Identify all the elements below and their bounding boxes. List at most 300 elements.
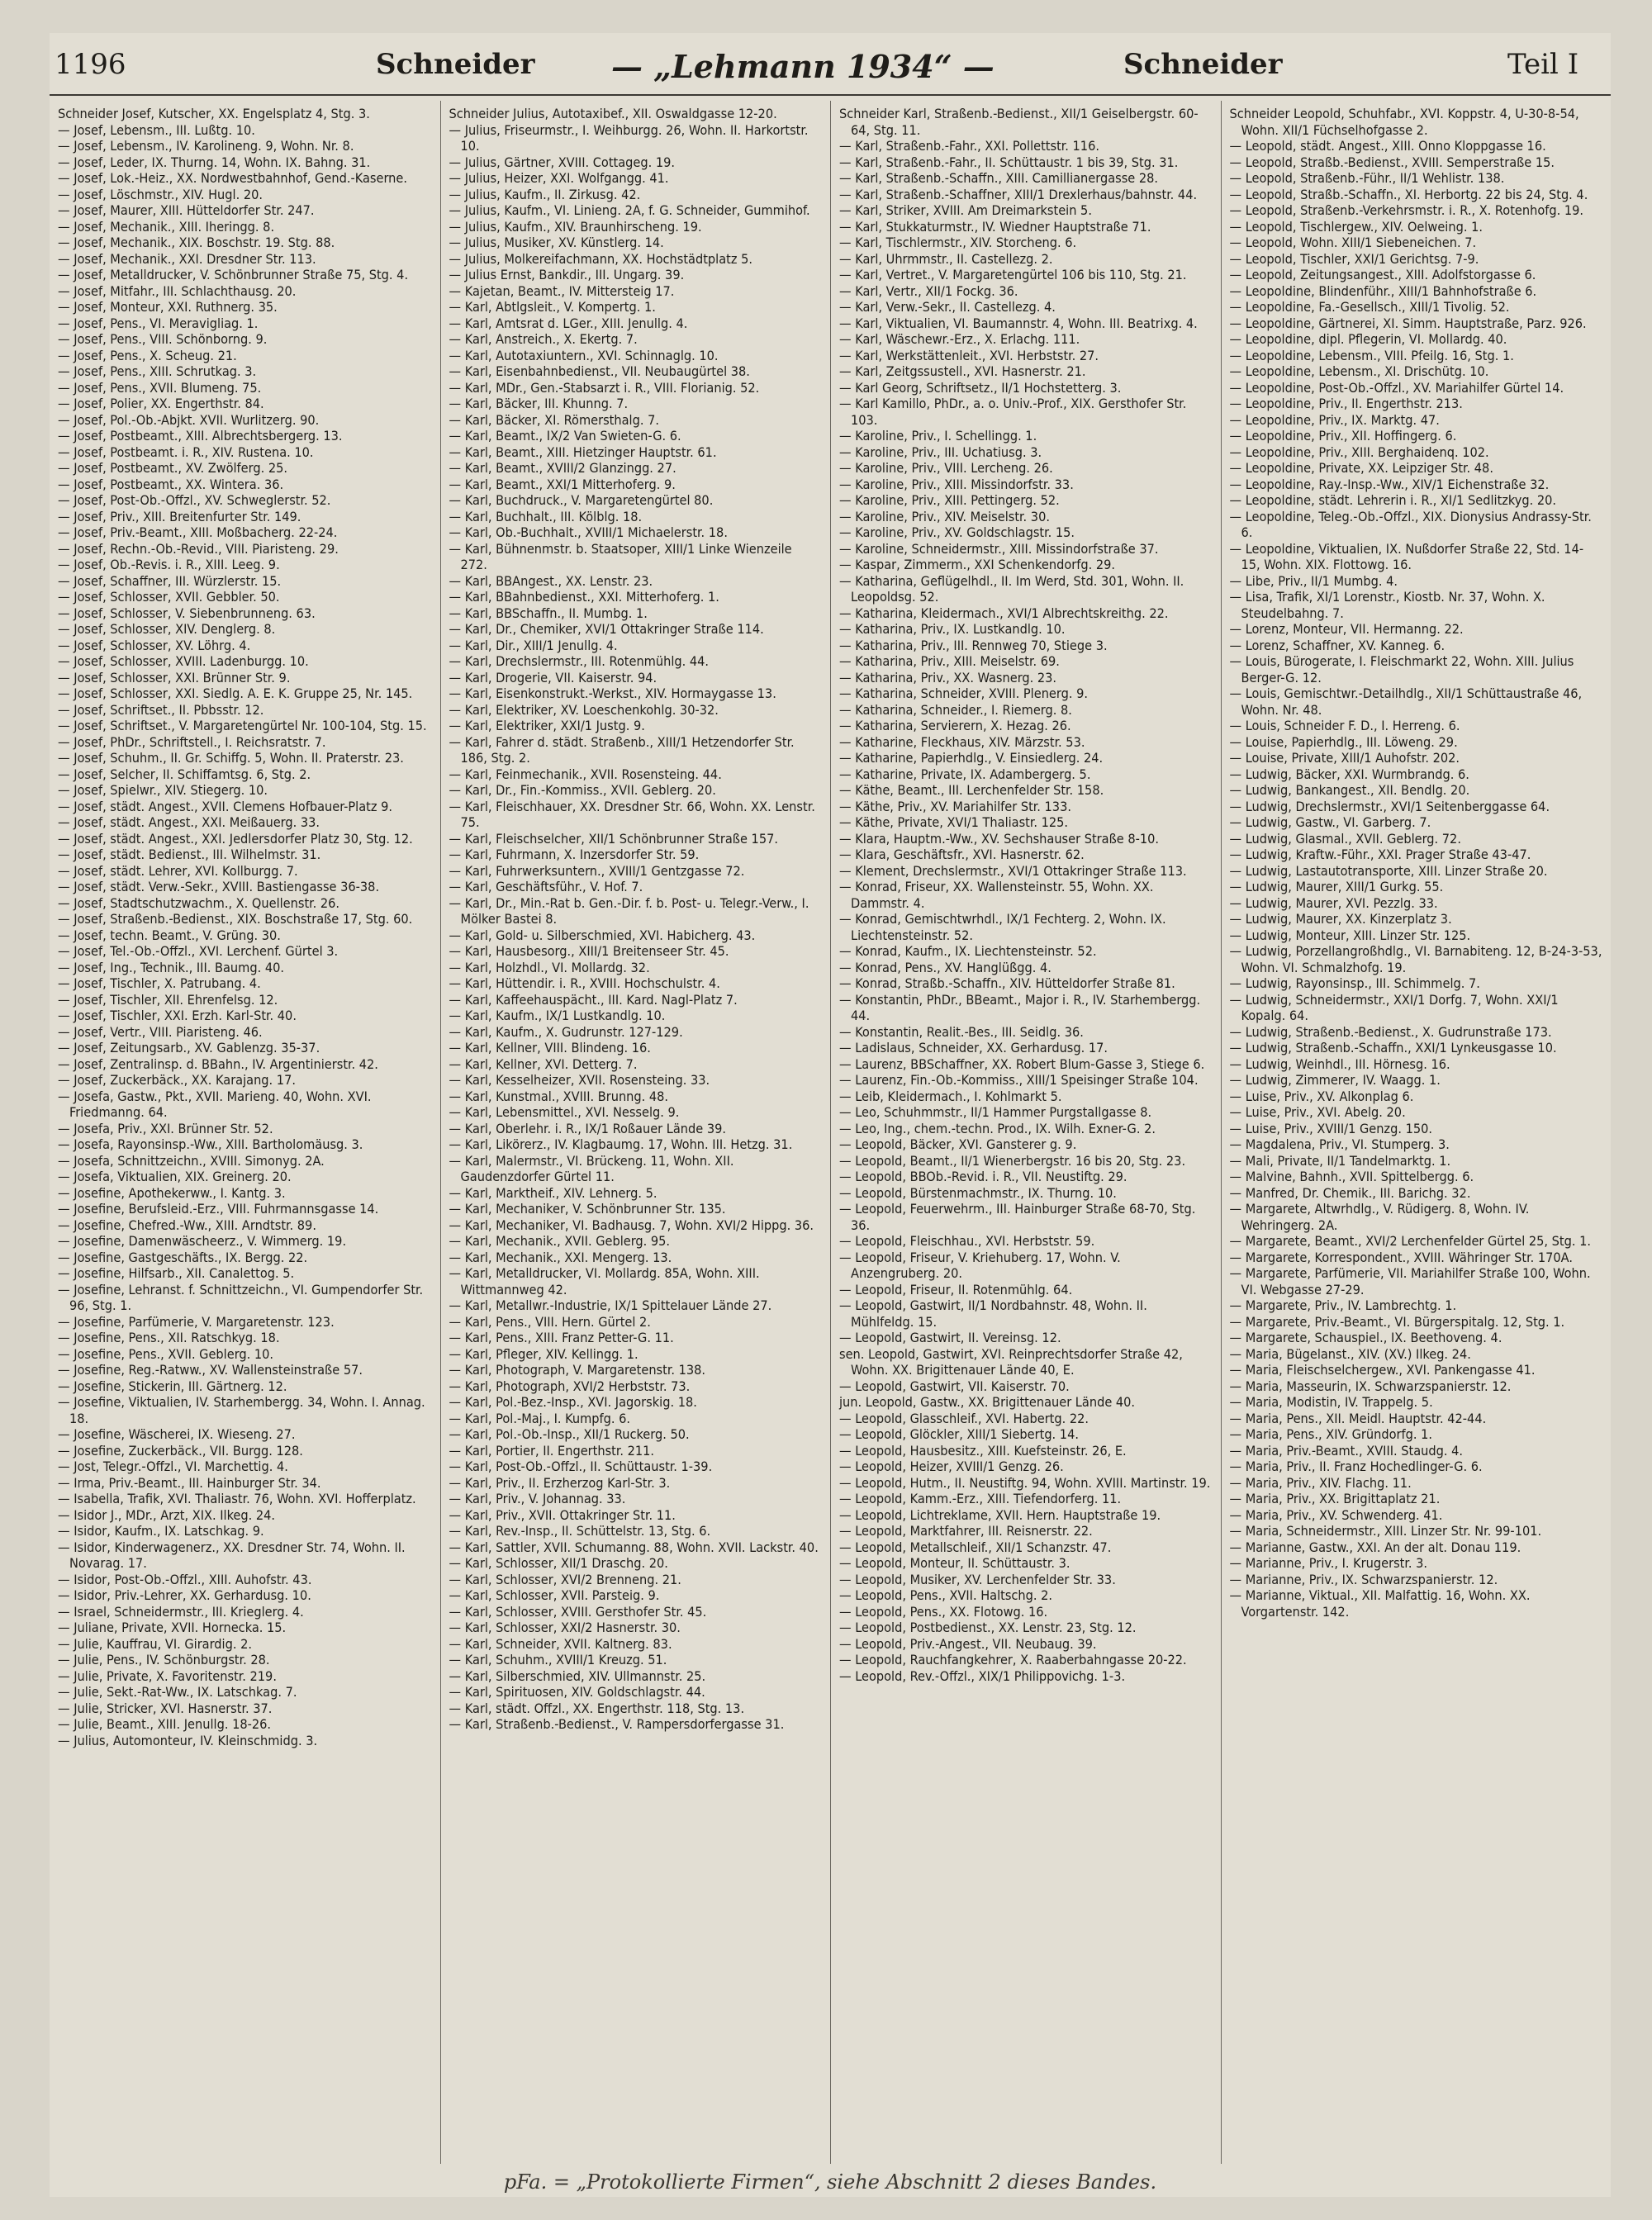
- directory-entry: — Josef, Spielwr., XIV. Stiegerg. 10.: [58, 782, 268, 798]
- directory-entry: — Karl, BBAngest., XX. Lenstr. 23.: [449, 572, 653, 589]
- directory-entry: — Josef, Tel.-Ob.-Offzl., XVI. Lerchenf. Gürtel 3.: [58, 943, 339, 959]
- directory-entry: — Josef, PhDr., Schriftstell., I. Reichsratstr. 7.: [58, 733, 326, 750]
- directory-entry: — Julie, Stricker, XVI. Hasnerstr. 37.: [58, 1700, 273, 1716]
- directory-entry: — Maria, Priv., XIV. Flachg. 11.: [1229, 1474, 1412, 1491]
- directory-entry: — Josef, Mitfahr., III. Schlachthausg. 20.: [58, 282, 297, 299]
- directory-entry: — Karl, Buchdruck., V. Margaretengürtel 80.: [449, 492, 714, 508]
- directory-entry: — Louise, Papierhdlg., III. Löweng. 29.: [1229, 733, 1458, 750]
- directory-entry: — Leopold, Zeitungsangest., XIII. Adolfstorgasse 6.: [1229, 267, 1536, 282]
- directory-entry: — Karl, Autotaxiuntern., XVI. Schinnaglg. 10.: [449, 347, 719, 363]
- directory-entry: — Ludwig, Monteur, XIII. Linzer Str. 125.: [1229, 927, 1471, 943]
- directory-entry: — Kajetan, Beamt., IV. Mittersteig 17.: [449, 282, 675, 299]
- directory-entry: — Karl, Schlosser, XVI/2 Brenneng. 21.: [449, 1571, 681, 1587]
- directory-entry: — Josef, Postbeamt., XIII. Albrechtsbergerg. 13.: [58, 428, 343, 444]
- directory-entry: — Katharina, Priv., XIII. Meiselstr. 69.: [839, 653, 1060, 669]
- directory-entry: — Julius, Friseurmstr., I. Weihburgg. 26, Wohn. II. Harkortstr. 10.: [449, 121, 809, 154]
- directory-entry: — Karl, Kunstmal., XVIII. Brunng. 48.: [449, 1088, 669, 1104]
- footer-note: pFa. = „Protokollierte Firmen“, siehe Abschnitt 2 dieses Bandes.: [503, 2170, 1157, 2194]
- directory-entry: — Karl, Metallwr.-Industrie, IX/1 Spittelauer Lände 27.: [449, 1297, 772, 1313]
- directory-entry: — Isidor, Kaufm., IX. Latschkag. 9.: [58, 1523, 264, 1539]
- directory-entry: — Lisa, Trafik, XI/1 Lorenstr., Kiostb. Nr. 37, Wohn. X. Steudelbahng. 7.: [1229, 589, 1545, 621]
- directory-entry: — Josef, Schlosser, XV. Löhrg. 4.: [58, 637, 251, 653]
- directory-entry: — Karl, Hüttendir. i. R., XVIII. Hochschulstr. 4.: [449, 975, 720, 991]
- directory-entry: — Leopold, Beamt., II/1 Wienerbergstr. 16 bis 20, Stg. 23.: [839, 1152, 1186, 1169]
- directory-entry: — Karl, Dr., Min.-Rat b. Gen.-Dir. f. b. Post- u. Telegr.-Verw., I. Mölker Bastei 8.: [449, 894, 809, 927]
- directory-entry: — Ludwig, Kraftw.-Führ., XXI. Prager Straße 43-47.: [1229, 847, 1531, 862]
- directory-entry: — Josef, Schuhm., II. Gr. Schiffg. 5, Wohn. II. Praterstr. 23.: [58, 750, 404, 766]
- directory-entry: — Josef, Zuckerbäck., XX. Karajang. 17.: [58, 1072, 296, 1088]
- directory-entry: — Karl, Viktualien, VI. Baumannstr. 4, Wohn. III. Beatrixg. 4.: [839, 315, 1198, 331]
- directory-entry: — Leopold, Wohn. XIII/1 Siebeneichen. 7.: [1229, 235, 1477, 250]
- directory-entry: — Leopoldine, Priv., XIII. Berghaidenq. 102.: [1229, 444, 1489, 460]
- directory-entry: — Karl, Pfleger, XIV. Kellingg. 1.: [449, 1345, 638, 1362]
- directory-entry: — Katharina, Geflügelhdl., II. Im Werd, Std. 301, Wohn. II. Leopoldsg. 52.: [839, 572, 1184, 605]
- directory-entry: — Klara, Geschäftsfr., XVI. Hasnerstr. 62.: [839, 847, 1085, 862]
- directory-entry: — Konstantin, Realit.-Bes., III. Seidlg. 36.: [839, 1023, 1084, 1040]
- directory-entry: — Karl, Anstreich., X. Ekertg. 7.: [449, 331, 638, 347]
- directory-entry: — Katharina, Priv., IX. Lustkandlg. 10.: [839, 621, 1066, 637]
- directory-page: [50, 33, 1611, 2197]
- directory-entry: — Konrad, Pens., XV. Hanglüßgg. 4.: [839, 959, 1051, 975]
- directory-entry: — Isabella, Trafik, XVI. Thaliastr. 76, Wohn. XVI. Hofferplatz.: [58, 1491, 416, 1506]
- directory-entry: — Josefa, Viktualien, XIX. Greinerg. 20.: [58, 1169, 292, 1184]
- directory-entry: — Leopold, Straßenb.-Führ., II/1 Wehlistr. 138.: [1229, 170, 1505, 186]
- directory-entry: — Luise, Priv., XVI. Abelg. 20.: [1229, 1104, 1406, 1120]
- directory-entry: — Josef, Zentralinsp. d. BBahn., IV. Argentinierstr. 42.: [58, 1055, 378, 1072]
- directory-entry: — Karl, Kesselheizer, XVII. Rosensteing. 33.: [449, 1072, 710, 1088]
- directory-entry: — Karl, Eisenbahnbedienst., VII. Neubaugürtel 38.: [449, 363, 750, 379]
- directory-entry: — Ludwig, Schneidermstr., XXI/1 Dorfg. 7, Wohn. XXI/1 Kopalg. 64.: [1229, 991, 1559, 1023]
- directory-entry: — Leopoldine, Ray.-Insp.-Ww., XIV/1 Eichenstraße 32.: [1229, 476, 1550, 492]
- page-number: 1196: [55, 48, 126, 81]
- directory-entry: — Karl, Likörerz., IV. Klagbaumg. 17, Wohn. III. Hetzg. 31.: [449, 1136, 793, 1152]
- directory-entry: — Karl, Wäschewr.-Erz., X. Erlachg. 111.: [839, 331, 1080, 347]
- directory-entry: — Karl, Lebensmittel., XVI. Nesselg. 9.: [449, 1104, 680, 1120]
- directory-entry: — Karl, Vertret., V. Margaretengürtel 106 bis 110, Stg. 21.: [839, 267, 1187, 282]
- directory-entry: — Leopold, Gastwirt, VII. Kaiserstr. 70.: [839, 1378, 1070, 1394]
- directory-entry: — Karl, Schlosser, XII/1 Draschg. 20.: [449, 1555, 668, 1571]
- directory-entry: — Ludwig, Glasmal., XVII. Geblerg. 72.: [1229, 830, 1461, 847]
- directory-entry: — Josef, Stadtschutzwachm., X. Quellenstr. 26.: [58, 894, 340, 911]
- directory-entry: — Juliane, Private, XVII. Hornecka. 15.: [58, 1620, 287, 1635]
- directory-entry: — Maria, Fleischselchergew., XVI. Pankengasse 41.: [1229, 1362, 1536, 1378]
- directory-entry: — Karoline, Priv., XV. Goldschlagstr. 15.: [839, 524, 1075, 540]
- directory-entry: — Karl, Dr., Chemiker, XVI/1 Ottakringer Straße 114.: [449, 621, 764, 637]
- directory-entry: — Karl, Rev.-Insp., II. Schüttelstr. 13, Stg. 6.: [449, 1523, 711, 1539]
- directory-entry: — Karl, Schlosser, XVII. Parsteig. 9.: [449, 1587, 660, 1603]
- directory-entry: — Josef, Postbeamt., XX. Wintera. 36.: [58, 476, 284, 492]
- part-label: Teil I: [1507, 48, 1579, 81]
- directory-entry: — Käthe, Private, XVI/1 Thaliastr. 125.: [839, 814, 1069, 830]
- directory-entry: — Leopold, Tischler, XXI/1 Gerichtsg. 7-9.: [1229, 250, 1479, 267]
- directory-entry: — Karl, Portier, II. Engerthstr. 211.: [449, 1442, 655, 1459]
- directory-entry: — Karl, Tischlermstr., XIV. Storcheng. 6.: [839, 235, 1077, 250]
- directory-entry: — Karl, Silberschmied, XIV. Ullmannstr. 25.: [449, 1667, 706, 1684]
- directory-entry: — Israel, Schneidermstr., III. Krieglerg. 4.: [58, 1603, 304, 1620]
- directory-entry: — Karoline, Priv., XIII. Missindorfstr. 33.: [839, 476, 1074, 492]
- directory-entry: — Leopoldine, Private, XX. Leipziger Str. 48.: [1229, 460, 1493, 476]
- directory-entry: — Karl, Holzhdl., VI. Mollardg. 32.: [449, 959, 650, 975]
- directory-entry: — Karl, Stukkaturmstr., IV. Wiedner Hauptstraße 71.: [839, 218, 1151, 235]
- directory-entry: — Josef, Pol.-Ob.-Abjkt. XVII. Wurlitzerg. 90.: [58, 411, 320, 428]
- directory-entry: — Josefine, Berufsleid.-Erz., VIII. Fuhrmannsgasse 14.: [58, 1201, 379, 1217]
- directory-entry: — Karl, Sattler, XVII. Schumanng. 88, Wohn. XVII. Lackstr. 40.: [449, 1539, 819, 1555]
- directory-entry: — Josef, städt. Lehrer, XVI. Kollburgg. 7.: [58, 862, 298, 879]
- directory-entry: — Katharine, Papierhdlg., V. Einsiedlerg. 24.: [839, 750, 1104, 766]
- directory-entry: — Isidor, Kinderwagenerz., XX. Dresdner Str. 74, Wohn. II. Novarag. 17.: [58, 1539, 406, 1571]
- directory-entry: — Karl, Dr., Fin.-Kommiss., XVII. Geblerg. 20.: [449, 782, 716, 798]
- directory-entry: — Karl, Priv., V. Johannag. 33.: [449, 1491, 626, 1506]
- directory-entry: — Mali, Private, II/1 Tandelmarktg. 1.: [1229, 1152, 1451, 1169]
- directory-entry: — Maria, Pens., XII. Meidl. Hauptstr. 42-44.: [1229, 1410, 1487, 1426]
- directory-entry: — Kaspar, Zimmerm., XXI Schenkendorfg. 29.: [839, 557, 1115, 572]
- directory-entry: — Isidor J., MDr., Arzt, XIX. Ilkeg. 24.: [58, 1506, 276, 1523]
- directory-entry: — Karl, Priv., XVII. Ottakringer Str. 11.: [449, 1506, 676, 1523]
- directory-entry: — Josefine, Zuckerbäck., VII. Burgg. 128.: [58, 1442, 303, 1459]
- directory-entry: — Jost, Telegr.-Offzl., VI. Marchettig. 4.: [58, 1459, 288, 1474]
- directory-entry: — Karl, Fuhrmann, X. Inzersdorfer Str. 59.: [449, 847, 700, 862]
- directory-entry: — Leopold, Gastwirt, II. Vereinsg. 12.: [839, 1330, 1061, 1345]
- directory-entry: — Karl, Straßenb.-Bedienst., V. Rampersdorfergasse 31.: [449, 1716, 785, 1732]
- directory-entry: — Karl, Fuhrwerksuntern., XVIII/1 Gentzgasse 72.: [449, 862, 745, 879]
- directory-entry: — Maria, Priv., XX. Brigittaplatz 21.: [1229, 1491, 1441, 1506]
- directory-entry: — Klement, Drechslermstr., XVI/1 Ottakringer Straße 113.: [839, 862, 1187, 879]
- directory-entry: — Josef, Ob.-Revis. i. R., XIII. Leeg. 9.: [58, 557, 280, 572]
- directory-entry: — Leopold, Pens., XVII. Haltschg. 2.: [839, 1587, 1053, 1603]
- directory-entry: — Julius, Automonteur, IV. Kleinschmidg. 3.: [58, 1732, 318, 1748]
- directory-entry: — Maria, Priv., XV. Schwenderg. 41.: [1229, 1506, 1443, 1523]
- directory-entry: — Margarete, Priv.-Beamt., VI. Bürgerspitalg. 12, Stg. 1.: [1229, 1313, 1565, 1330]
- directory-entry: — Karl, Fahrer d. städt. Straßenb., XIII/1 Hetzendorfer Str. 186, Stg. 2.: [449, 733, 795, 766]
- directory-entry: — Isidor, Post-Ob.-Offzl., XIII. Auhofstr. 43.: [58, 1571, 312, 1587]
- directory-entry: — Josef, Schriftset., II. Pbbsstr. 12.: [58, 701, 264, 718]
- directory-entry: — Josef, Schlosser, XVII. Gebbler. 50.: [58, 589, 280, 605]
- directory-entry: — Leopold, BBOb.-Revid. i. R., VII. Neustiftg. 29.: [839, 1169, 1127, 1184]
- directory-entry: — Julie, Pens., IV. Schönburgstr. 28.: [58, 1652, 270, 1667]
- directory-entry: — Josef, städt. Angest., XVII. Clemens Hofbauer-Platz 9.: [58, 798, 393, 814]
- directory-entry: — Ludwig, Straßenb.-Schaffn., XXI/1 Lynkeusgasse 10.: [1229, 1040, 1557, 1055]
- directory-entry: — Leopold, Glöckler, XIII/1 Siebertg. 14.: [839, 1426, 1079, 1442]
- directory-entry: — Karl, Gold- u. Silberschmied, XVI. Habicherg. 43.: [449, 927, 756, 943]
- directory-entry: — Karl, Beamt., IX/2 Van Swieten-G. 6.: [449, 428, 681, 444]
- directory-entry: — Josef, Ing., Technik., III. Baumg. 40.: [58, 959, 284, 975]
- directory-entry: — Leopold, Musiker, XV. Lerchenfelder Str. 33.: [839, 1571, 1116, 1587]
- directory-entry: — Luise, Priv., XV. Alkonplag 6.: [1229, 1088, 1414, 1104]
- directory-entry: — Karl, Pol.-Ob.-Insp., XII/1 Ruckerg. 50.: [449, 1426, 690, 1442]
- directory-entry: Schneider Leopold, Schuhfabr., XVI. Koppstr. 4, U-30-8-54, Wohn. XII/1 Füchselhofgasse 2.: [1229, 106, 1579, 138]
- directory-entry: — Josefine, Stickerin, III. Gärtnerg. 12.: [58, 1378, 287, 1394]
- directory-entry: — Karl, Beamt., XXI/1 Mitterhoferg. 9.: [449, 476, 676, 492]
- directory-entry: — Maria, Masseurin, IX. Schwarzspanierstr. 12.: [1229, 1378, 1512, 1394]
- directory-entry: — Karl, Kaffeehauspächt., III. Kard. Nagl-Platz 7.: [449, 991, 738, 1008]
- directory-entry: — Karl, Vertr., XII/1 Fockg. 36.: [839, 282, 1018, 299]
- directory-entry: — Josef, Pens., XVII. Blumeng. 75.: [58, 379, 262, 396]
- directory-entry: — Leopoldine, dipl. Pflegerin, VI. Mollardg. 40.: [1229, 331, 1507, 347]
- directory-entry: — Karl, Verw.-Sekr., II. Castellezg. 4.: [839, 299, 1056, 315]
- directory-entry: — Ludwig, Weinhdl., III. Hörnesg. 16.: [1229, 1055, 1450, 1072]
- directory-entry: — Leopold, Friseur, II. Rotenmühlg. 64.: [839, 1281, 1073, 1297]
- directory-entry: — Karoline, Schneidermstr., XIII. Missindorfstraße 37.: [839, 540, 1159, 557]
- directory-entry: — Josefine, Apothekerww., I. Kantg. 3.: [58, 1184, 286, 1201]
- directory-entry: — Josefine, Damenwäscheerz., V. Wimmerg. 19.: [58, 1233, 347, 1249]
- directory-entry: — Karl, Mechaniker, VI. Badhausg. 7, Wohn. XVI/2 Hippg. 36.: [449, 1217, 814, 1233]
- directory-entry: — Josefine, Lehranst. f. Schnittzeichn., VI. Gumpendorfer Str. 96, Stg. 1.: [58, 1281, 424, 1313]
- directory-entry: — Julius, Kaufm., II. Zirkusg. 42.: [449, 186, 641, 202]
- directory-entry: — Ladislaus, Schneider, XX. Gerhardusg. 17.: [839, 1040, 1108, 1055]
- directory-entry: — Leopold, Hutm., II. Neustiftg. 94, Wohn. XVIII. Martinstr. 19.: [839, 1474, 1211, 1491]
- directory-entry: — Leopold, Fleischhau., XVI. Herbststr. 59.: [839, 1233, 1095, 1249]
- directory-entry: — Josef, Lebensm., III. Lußtg. 10.: [58, 121, 255, 138]
- directory-entry: — Luise, Priv., XVIII/1 Genzg. 150.: [1229, 1120, 1432, 1136]
- directory-entry: — Karl, Schlosser, XXI/2 Hasnerstr. 30.: [449, 1620, 681, 1635]
- directory-entry: — Leopold, Gastwirt, II/1 Nordbahnstr. 48, Wohn. II. Mühlfeldg. 15.: [839, 1297, 1147, 1330]
- directory-entry: — Leopold, städt. Angest., XIII. Onno Kloppgasse 16.: [1229, 138, 1546, 154]
- directory-entry: — Karl, Photograph, XVI/2 Herbststr. 73.: [449, 1378, 691, 1394]
- directory-entry: — Karl, Fleischhauer, XX. Dresdner Str. 66, Wohn. XX. Lenstr. 75.: [449, 798, 815, 830]
- directory-entry: — Leopold, Priv.-Angest., VII. Neubaug. 39.: [839, 1635, 1097, 1652]
- directory-entry: — Karl, Mechanik., XXI. Mengerg. 13.: [449, 1249, 672, 1265]
- directory-entry: — Margarete, Altwrhdlg., V. Rüdigerg. 8, Wohn. IV. Wehringerg. 2A.: [1229, 1201, 1530, 1233]
- directory-entry: — Käthe, Priv., XV. Mariahilfer Str. 133.: [839, 798, 1071, 814]
- directory-entry: — Maria, Pens., XIV. Gründorfg. 1.: [1229, 1426, 1433, 1442]
- directory-entry: — Josef, Pens., XIII. Schrutkag. 3.: [58, 363, 257, 379]
- directory-entry: — Josef, Postbeamt., XV. Zwölferg. 25.: [58, 460, 287, 476]
- directory-entry: — Josef, Pens., X. Scheug. 21.: [58, 347, 237, 363]
- directory-entry: — Josef, Schlosser, XVIII. Ladenburgg. 10.: [58, 653, 309, 669]
- directory-entry: — Karl, Post-Ob.-Offzl., II. Schüttaustr. 1-39.: [449, 1459, 713, 1474]
- directory-entry: — Leopold, Bürstenmachmstr., IX. Thurng. 10.: [839, 1184, 1117, 1201]
- directory-entry: — Leopold, Rev.-Offzl., XIX/1 Philippovichg. 1-3.: [839, 1667, 1126, 1684]
- directory-entry: — Josef, städt. Bedienst., III. Wilhelmstr. 31.: [58, 847, 321, 862]
- directory-entry: — Karl, Bühnenmstr. b. Staatsoper, XIII/1 Linke Wienzeile 272.: [449, 540, 792, 572]
- directory-entry: — Marianne, Priv., IX. Schwarzspanierstr. 12.: [1229, 1571, 1498, 1587]
- directory-entry: — Karl, MDr., Gen.-Stabsarzt i. R., VIII. Florianig. 52.: [449, 379, 760, 396]
- directory-entry: — Margarete, Parfümerie, VII. Mariahilfer Straße 100, Wohn. VI. Webgasse 27-29.: [1229, 1265, 1591, 1297]
- directory-entry: — Karl, Photograph, V. Margaretenstr. 138.: [449, 1362, 705, 1378]
- directory-entry: — Leopold, Glasschleif., XVI. Habertg. 22.: [839, 1410, 1089, 1426]
- directory-entry: — Ludwig, Straßenb.-Bedienst., X. Gudrunstraße 173.: [1229, 1023, 1552, 1040]
- directory-entry: — Ludwig, Gastw., VI. Garberg. 7.: [1229, 814, 1431, 830]
- directory-entry: — Josefa, Schnittzeichn., XVIII. Simonyg. 2A.: [58, 1152, 325, 1169]
- directory-entry: — Leopoldine, Priv., IX. Marktg. 47.: [1229, 411, 1440, 428]
- directory-entry: — Karl, Straßenb.-Fahr., II. Schüttaustr. 1 bis 39, Stg. 31.: [839, 154, 1179, 170]
- directory-entry: — Karl, Pol.-Maj., I. Kumpfg. 6.: [449, 1410, 631, 1426]
- directory-entry: — Lorenz, Schaffner, XV. Kanneg. 6.: [1229, 637, 1446, 653]
- directory-entry: — Malvine, Bahnh., XVII. Spittelbergg. 6.: [1229, 1169, 1474, 1184]
- directory-entry: — Margarete, Korrespondent., XVIII. Währinger Str. 170A.: [1229, 1249, 1573, 1265]
- directory-entry: — Leopoldine, Priv., XII. Hoffingerg. 6.: [1229, 428, 1457, 444]
- directory-entry: — Josef, Vertr., VIII. Piaristeng. 46.: [58, 1023, 263, 1040]
- directory-entry: — Karl, Dir., XIII/1 Jenullg. 4.: [449, 637, 618, 653]
- directory-entry: — Leo, Schuhmmstr., II/1 Hammer Purgstallgasse 8.: [839, 1104, 1152, 1120]
- column-3: [830, 101, 1221, 2164]
- directory-entry: — Josef, Schlosser, XXI. Brünner Str. 9.: [58, 669, 291, 685]
- directory-entry: — Karl, Feinmechanik., XVII. Rosensteing. 44.: [449, 766, 722, 782]
- directory-entry: — Leopold, Kamm.-Erz., XIII. Tiefendorferg. 11.: [839, 1491, 1122, 1506]
- directory-entry: — Karl, Amtsrat d. LGer., XIII. Jenullg. 4.: [449, 315, 688, 331]
- directory-entry: — Josef, Maurer, XIII. Hütteldorfer Str. 247.: [58, 202, 315, 218]
- directory-entry: — Josefa, Gastw., Pkt., XVII. Marieng. 40, Wohn. XVI. Friedmanng. 64.: [58, 1088, 372, 1120]
- directory-entry: — Karl, BBahnbedienst., XXI. Mitterhoferg. 1.: [449, 589, 719, 605]
- directory-entry: — Karl, Spirituosen, XIV. Goldschlagstr. 44.: [449, 1684, 705, 1700]
- directory-entry: — Karl, Malermstr., VI. Brückeng. 11, Wohn. XII. Gaudenzdorfer Gürtel 11.: [449, 1152, 734, 1184]
- directory-entry: — Julie, Sekt.-Rat-Ww., IX. Latschkag. 7.: [58, 1684, 297, 1700]
- directory-entry: — Josef, Schlosser, XXI. Siedlg. A. E. K. Gruppe 25, Nr. 145.: [58, 685, 413, 701]
- directory-entry: — Josef, Monteur, XXI. Ruthnerg. 35.: [58, 299, 278, 315]
- directory-entry: — Josef, Pens., VI. Meravigliag. 1.: [58, 315, 259, 331]
- publication-title: — „Lehmann 1934“ —: [611, 48, 995, 85]
- directory-entry: — Louis, Schneider F. D., I. Herreng. 6.: [1229, 718, 1460, 733]
- directory-entry: — Karl, Drechslermstr., III. Rotenmühlg. 44.: [449, 653, 710, 669]
- directory-entry: — Karl, Schneider, XVII. Kaltnerg. 83.: [449, 1635, 672, 1652]
- directory-entry: — Leopoldine, Lebensm., VIII. Pfeilg. 16, Stg. 1.: [1229, 347, 1514, 363]
- directory-entry: — Josef, Schlosser, XIV. Denglerg. 8.: [58, 621, 276, 637]
- directory-entry: — Karl, Ob.-Buchhalt., XVIII/1 Michaelerstr. 18.: [449, 524, 728, 540]
- directory-entry: — Isidor, Priv.-Lehrer, XX. Gerhardusg. 10.: [58, 1587, 311, 1603]
- directory-entry: — Karl, Metalldrucker, VI. Mollardg. 85A, Wohn. XIII. Wittmannweg 42.: [449, 1265, 760, 1297]
- directory-entry: — Katharine, Fleckhaus, XIV. Märzstr. 53.: [839, 733, 1085, 750]
- directory-entry: — Josef, Pens., VIII. Schönborng. 9.: [58, 331, 268, 347]
- directory-entry: — Leopold, Monteur, II. Schüttaustr. 3.: [839, 1555, 1070, 1571]
- directory-entry: — Ludwig, Bankangest., XII. Bendlg. 20.: [1229, 782, 1470, 798]
- directory-entry: — Julius, Gärtner, XVIII. Cottageg. 19.: [449, 154, 676, 170]
- directory-entry: — Karl, Straßenb.-Schaffn., XIII. Camillianergasse 28.: [839, 170, 1159, 186]
- directory-entry: — Manfred, Dr. Chemik., III. Barichg. 32.: [1229, 1184, 1471, 1201]
- directory-entry: — Katharina, Schneider, XVIII. Plenerg. 9.: [839, 685, 1088, 701]
- directory-entry: — Julius Ernst, Bankdir., III. Ungarg. 39.: [449, 267, 685, 282]
- directory-entry: — Karl, Werkstättenleit., XVI. Herbststr. 27.: [839, 347, 1099, 363]
- directory-entry: — Leopold, Heizer, XVIII/1 Genzg. 26.: [839, 1459, 1064, 1474]
- directory-entry: — Josef, Schaffner, III. Würzlerstr. 15.: [58, 572, 282, 589]
- directory-entry: — Karl, Priv., II. Erzherzog Karl-Str. 3.: [449, 1474, 671, 1491]
- directory-entry: — Leopoldine, Lebensm., XI. Drischütg. 10.: [1229, 363, 1489, 379]
- directory-entry: — Marianne, Viktual., XII. Malfattig. 16, Wohn. XX. Vorgartenstr. 142.: [1229, 1587, 1531, 1620]
- directory-entry: — Karl, Marktheif., XIV. Lehnerg. 5.: [449, 1184, 657, 1201]
- directory-entry: — Katharina, Priv., XX. Wasnerg. 23.: [839, 669, 1057, 685]
- directory-entry: Schneider Karl, Straßenb.-Bedienst., XII/1 Geiselbergstr. 60-64, Stg. 11.: [839, 106, 1199, 138]
- directory-entry: — Katharina, Priv., III. Rennweg 70, Stiege 3.: [839, 637, 1108, 653]
- directory-entry: — Leopold, Lichtreklame, XVII. Hern. Hauptstraße 19.: [839, 1506, 1161, 1523]
- directory-entry: — Ludwig, Maurer, XVI. Pezzlg. 33.: [1229, 894, 1438, 911]
- page-header: [50, 48, 1611, 97]
- directory-entry: — Marianne, Priv., I. Krugerstr. 3.: [1229, 1555, 1427, 1571]
- directory-entry: — Katharina, Kleidermach., XVI/1 Albrechtskreithg. 22.: [839, 605, 1169, 621]
- directory-entry: — Leopold, Rauchfangkehrer, X. Raaberbahngasse 20-22.: [839, 1652, 1187, 1667]
- column-4: [1221, 101, 1612, 2164]
- directory-entry: — Karl, Mechanik., XVII. Geblerg. 95.: [449, 1233, 671, 1249]
- directory-entry: — Magdalena, Priv., VI. Stumperg. 3.: [1229, 1136, 1450, 1152]
- directory-entry: — Karl, Elektriker, XXI/1 Justg. 9.: [449, 718, 645, 733]
- directory-entry: — Leopoldine, städt. Lehrerin i. R., XI/1 Sedlitzkyg. 20.: [1229, 492, 1557, 508]
- directory-entry: — Karoline, Priv., I. Schellingg. 1.: [839, 428, 1037, 444]
- directory-entry: — Josef, Tischler, X. Patrubang. 4.: [58, 975, 261, 991]
- directory-entry: — Josefine, Wäscherei, IX. Wieseng. 27.: [58, 1426, 296, 1442]
- directory-entry: — Karl, Geschäftsführ., V. Hof. 7.: [449, 879, 643, 894]
- directory-entry: — Konstantin, PhDr., BBeamt., Major i. R., IV. Starhembergg. 44.: [839, 991, 1201, 1023]
- directory-entry: — Ludwig, Drechslermstr., XVI/1 Seitenberggasse 64.: [1229, 798, 1550, 814]
- directory-entry: — Josefa, Priv., XXI. Brünner Str. 52.: [58, 1120, 273, 1136]
- directory-entry: — Karoline, Priv., III. Uchatiusg. 3.: [839, 444, 1042, 460]
- directory-entry: — Karl, städt. Offzl., XX. Engerthstr. 118, Stg. 13.: [449, 1700, 745, 1716]
- directory-entry: — Margarete, Beamt., XVI/2 Lerchenfelder Gürtel 25, Stg. 1.: [1229, 1233, 1591, 1249]
- directory-entry: — Leopold, Marktfahrer, III. Reisnerstr. 22.: [839, 1523, 1093, 1539]
- directory-entry: — Josefine, Pens., XVII. Geblerg. 10.: [58, 1345, 274, 1362]
- directory-entry: — Marianne, Gastw., XXI. An der alt. Donau 119.: [1229, 1539, 1521, 1555]
- directory-entry: — Karl Kamillo, PhDr., a. o. Univ.-Prof., XIX. Gersthofer Str. 103.: [839, 396, 1187, 428]
- directory-entry: — Josef, städt. Verw.-Sekr., XVIII. Bastiengasse 36-38.: [58, 879, 380, 894]
- directory-entry: — Leopold, Friseur, V. Kriehuberg. 17, Wohn. V. Anzengruberg. 20.: [839, 1249, 1121, 1281]
- directory-entry: — Ludwig, Porzellangroßhdlg., VI. Barnabiteng. 12, B-24-3-53, Wohn. VI. Schmalzhofg. 19.: [1229, 943, 1602, 975]
- directory-entry: — Ludwig, Bäcker, XXI. Wurmbrandg. 6.: [1229, 766, 1469, 782]
- directory-entry: — Karl, Schlosser, XVIII. Gersthofer Str. 45.: [449, 1603, 707, 1620]
- directory-entry: — Karl, Bäcker, XI. Römersthalg. 7.: [449, 411, 659, 428]
- directory-entry: — Josef, Lok.-Heiz., XX. Nordwestbahnhof, Gend.-Kaserne.: [58, 170, 407, 186]
- directory-entry: — Josef, städt. Angest., XXI. Meißauerg. 33.: [58, 814, 320, 830]
- column-2: [440, 101, 831, 2164]
- directory-entry: — Julie, Kauffrau, VI. Girardig. 2.: [58, 1635, 252, 1652]
- directory-entry: — Karl, Kaufm., X. Gudrunstr. 127-129.: [449, 1023, 683, 1040]
- directory-entry: — Leopold, Straßb.-Schaffn., XI. Herbortg. 22 bis 24, Stg. 4.: [1229, 186, 1588, 202]
- directory-entry: — Konrad, Friseur, XX. Wallensteinstr. 55, Wohn. XX. Dammstr. 4.: [839, 879, 1154, 911]
- directory-entry: — Josef, Rechn.-Ob.-Revid., VIII. Piaristeng. 29.: [58, 540, 339, 557]
- directory-entry: — Leopold, Tischlergew., XIV. Oelweing. 1.: [1229, 218, 1483, 235]
- directory-entry: Schneider Josef, Kutscher, XX. Engelsplatz 4, Stg. 3.: [58, 106, 370, 121]
- right-keyword: Schneider: [1123, 48, 1283, 81]
- directory-entry: — Louise, Private, XIII/1 Auhofstr. 202.: [1229, 750, 1460, 766]
- directory-entry: — Karl, Kaufm., IX/1 Lustkandlg. 10.: [449, 1008, 666, 1023]
- directory-entry: — Konrad, Kaufm., IX. Liechtensteinstr. 52.: [839, 943, 1097, 959]
- directory-entry: — Josef, Schlosser, V. Siebenbrunneng. 63.: [58, 605, 316, 621]
- directory-entry: — Margarete, Schauspiel., IX. Beethoveng. 4.: [1229, 1330, 1502, 1345]
- directory-entry: — Josefine, Chefred.-Ww., XIII. Arndtstr. 89.: [58, 1217, 316, 1233]
- directory-entry: — Laurenz, Fin.-Ob.-Kommiss., XIII/1 Speisinger Straße 104.: [839, 1072, 1199, 1088]
- directory-entry: — Katharine, Private, IX. Adambergerg. 5.: [839, 766, 1091, 782]
- directory-entry: — Leopold, Metallschleif., XII/1 Schanzstr. 47.: [839, 1539, 1112, 1555]
- directory-entry: — Ludwig, Rayonsinsp., III. Schimmelg. 7.: [1229, 975, 1480, 991]
- directory-entry: — Karoline, Priv., XIV. Meiselstr. 30.: [839, 508, 1050, 524]
- directory-entry: — Maria, Modistin, IV. Trappelg. 5.: [1229, 1394, 1433, 1410]
- entry-columns: [50, 101, 1611, 2164]
- directory-entry: — Karoline, Priv., VIII. Lercheng. 26.: [839, 460, 1053, 476]
- directory-entry: — Julius, Kaufm., XIV. Braunhirscheng. 19.: [449, 218, 702, 235]
- directory-entry: — Josef, Postbeamt. i. R., XIV. Rustena. 10.: [58, 444, 314, 460]
- directory-entry: — Josef, Post-Ob.-Offzl., XV. Schweglerstr. 52.: [58, 492, 331, 508]
- left-keyword: Schneider: [376, 48, 535, 81]
- directory-entry: — Karl, Kellner, XVI. Detterg. 7.: [449, 1055, 638, 1072]
- directory-entry: — Louis, Bürogerate, I. Fleischmarkt 22, Wohn. XIII. Julius Berger-G. 12.: [1229, 653, 1574, 685]
- directory-entry: sen. Leopold, Gastwirt, XVI. Reinprechtsdorfer Straße 42, Wohn. XX. Brigittenauer Lände 40, E.: [839, 1345, 1183, 1378]
- directory-entry: — Josef, Priv., XIII. Breitenfurter Str. 149.: [58, 508, 301, 524]
- directory-entry: — Leopoldine, Post-Ob.-Offzl., XV. Mariahilfer Gürtel 14.: [1229, 379, 1564, 396]
- directory-entry: — Maria, Priv., II. Franz Hochedlinger-G. 6.: [1229, 1459, 1483, 1474]
- directory-entry: — Josef, Tischler, XXI. Erzh. Karl-Str. 40.: [58, 1008, 297, 1023]
- directory-entry: — Ludwig, Zimmerer, IV. Waagg. 1.: [1229, 1072, 1441, 1088]
- directory-entry: — Josef, städt. Angest., XXI. Jedlersdorfer Platz 30, Stg. 12.: [58, 830, 413, 847]
- directory-entry: — Karl, Elektriker, XV. Loeschenkohlg. 30-32.: [449, 701, 719, 718]
- directory-entry: — Julie, Beamt., XIII. Jenullg. 18-26.: [58, 1716, 272, 1732]
- directory-entry: — Irma, Priv.-Beamt., III. Hainburger Str. 34.: [58, 1474, 321, 1491]
- directory-entry: — Josef, Tischler, XII. Ehrenfelsg. 12.: [58, 991, 278, 1008]
- directory-entry: — Maria, Bügelanst., XIV. (XV.) Ilkeg. 24.: [1229, 1345, 1471, 1362]
- directory-entry: — Karl, Beamt., XVIII/2 Glanzingg. 27.: [449, 460, 676, 476]
- directory-entry: — Josef, Lebensm., IV. Karolineng. 9, Wohn. Nr. 8.: [58, 138, 354, 154]
- directory-entry: — Karl, BBSchaffn., II. Mumbg. 1.: [449, 605, 648, 621]
- directory-entry: — Karl, Schuhm., XVIII/1 Kreuzg. 51.: [449, 1652, 667, 1667]
- directory-entry: — Josef, Leder, IX. Thurng. 14, Wohn. IX. Bahng. 31.: [58, 154, 371, 170]
- directory-entry: — Karl, Striker, XVIII. Am Dreimarkstein 5.: [839, 202, 1092, 218]
- directory-entry: — Leopoldine, Gärtnerei, XI. Simm. Hauptstraße, Parz. 926.: [1229, 315, 1587, 331]
- header-rule: [50, 94, 1611, 96]
